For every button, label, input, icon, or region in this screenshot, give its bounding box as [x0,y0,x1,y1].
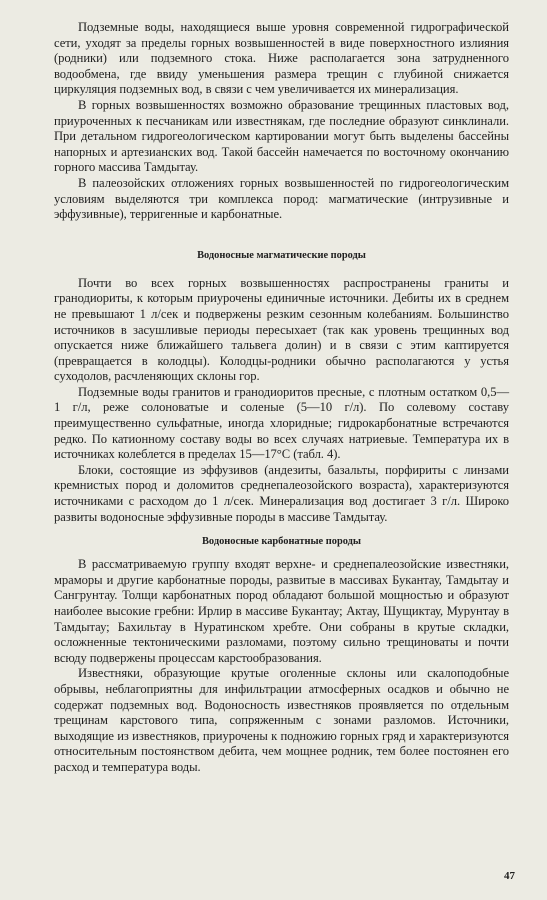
paragraph: В рассматриваемую группу входят верхне- и среднепалеозойские известняки, мраморы и другие карбонатные породы, развитые в массивах Букантау, Тамдытау и Сангрунтау. Толщи карбонатных пород обладают большой мощностью и образуют наиболее высокие гребни: Ирлир в массиве Букантау; Актау, Шущиктау, Мурунтау в Тамдытау; Бахильтау в Нуратинском хребте. Они собраны в крутые складки, осложненные тектоническими разломами, поэтому сильно трещиноваты и почти всюду подвержены процессам карстообразования. [54,557,509,665]
section-heading-carbonate: Водоносные карбонатные породы [202,536,361,548]
paragraph: Почти во всех горных возвышенностях распространены граниты и гранодиориты, к которым приурочены единичные источники. Дебиты их в среднем не превышают 1 л/сек и подвержены резким сезонным колебаниям. Большинство источников в засушливые периоды пересыхает (так как уровень трещинных вод опускается ниже ближайшего тальвега долин) и в связи с этим каптируется (превращается в колодцы). Колодцы-родники обычно располагаются у устья суходолов, расчленяющих склоны гор. [54,275,509,384]
carbonate-section [54,557,509,775]
paragraph: В горных возвышенностях возможно образование трещинных пластовых вод, приуроченных к песчаникам или известнякам, где последние образуют синклинали. При детальном гидрогеологическом картировании могут быть выделены бассейны напорных и артезианских вод. Такой бассейн намечается по восточному окончанию горного массива Тамдытау. [54,97,509,175]
paragraph: Подземные воды гранитов и гранодиоритов пресные, с плотным остатком 0,5—1 г/л, реже солоноватые и соленые (5—10 г/л). По солевому составу преимущественно сульфатные, иногда хлоридные; гидрокарбонатные встречаются редко. По катионному составу воды во всех случаях натриевые. Температура их в источниках колеблется в пределах 15—17°С (табл. 4). [54,384,509,462]
intro-section [54,20,509,223]
page-number: 47 [504,870,515,882]
paragraph: Подземные воды, находящиеся выше уровня современной гидрографической сети, уходят за пределы горных возвышенностей в виде поверхностного излияния (родники) или подземного стока. Ниже располагается зона затрудненного водообмена, где ввиду уменьшения размера трещин с глубиной снижается циркуляция подземных вод, в связи с чем увеличивается их минерализация. [54,20,509,97]
paragraph: Блоки, состоящие из эффузивов (андезиты, базальты, порфириты с линзами кремнистых пород и доломитов среднепалеозойского возраста), характеризуются источниками с расходом до 1 л/сек. Минерализация вод достигает 3 г/л. Широко развиты водоносные эффузивные породы в массиве Тамдытау. [54,462,509,524]
paragraph: В палеозойских отложениях горных возвышенностей по гидрогеологическим условиям выделяются три комплекса пород: магматические (интрузивные и эффузивные), терригенные и карбонатные. [54,175,509,222]
paragraph: Известняки, образующие крутые оголенные склоны или скалоподобные обрывы, неблагоприятны для инфильтрации атмосферных осадков и обычно не содержат подземных вод. Водоносность известняков проявляется по отдельным трещинам карстового типа, сопряженным с зонами разломов. Источники, выходящие из известняков, приурочены к подножию горных гряд и характеризуются относительным постоянством дебита, чем мощнее родник, тем более постоянен его расход и температура воды. [54,666,509,774]
magmatic-section [54,276,509,526]
section-heading-magmatic: Водоносные магматические породы [197,249,366,261]
